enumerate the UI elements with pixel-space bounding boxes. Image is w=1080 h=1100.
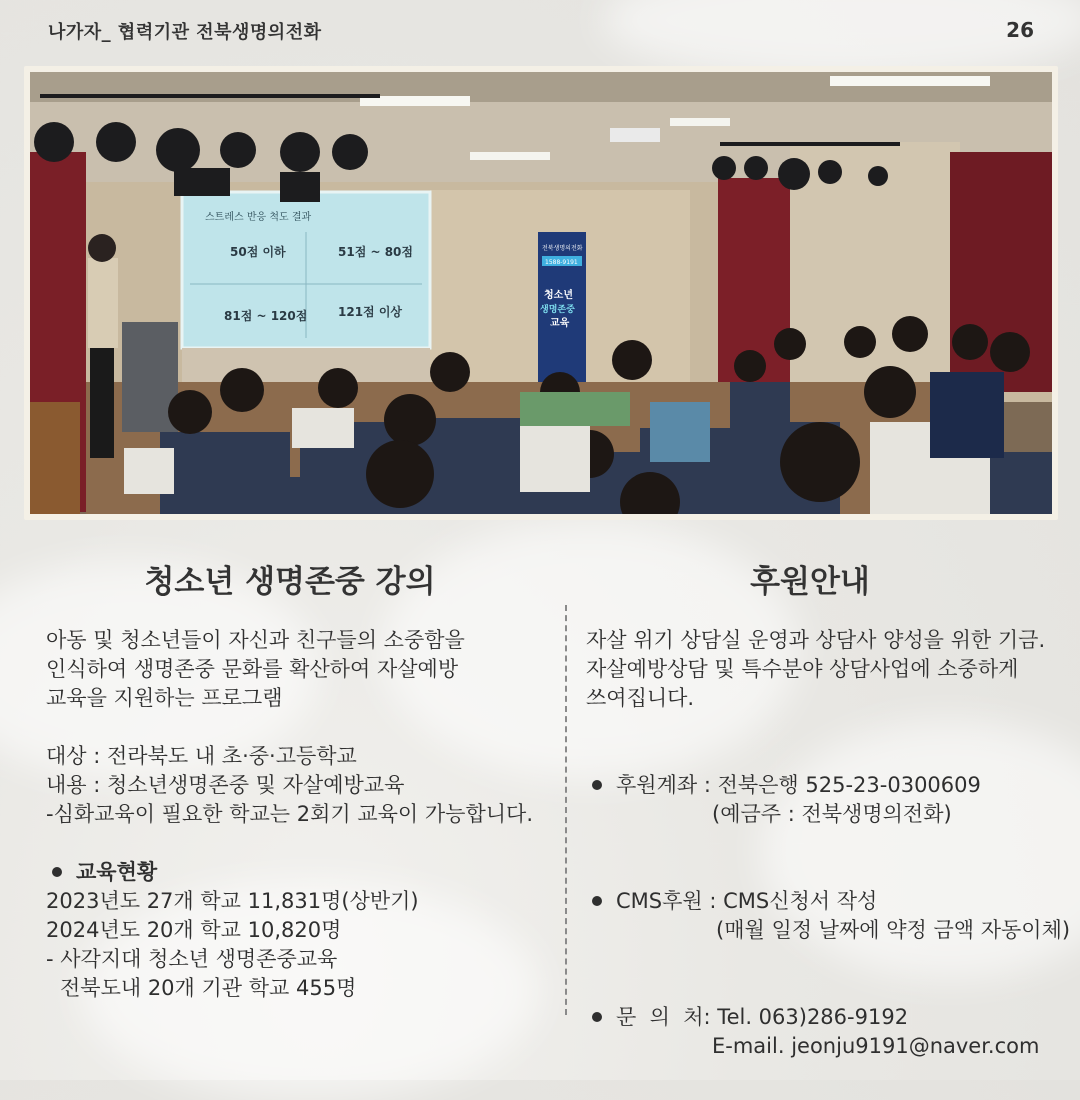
account-line: 후원계좌 : 전북은행 525-23-0300609 xyxy=(616,773,981,797)
lecture-scene xyxy=(30,72,1052,514)
status-line: - 사각지대 청소년 생명존중교육 xyxy=(46,947,338,971)
contact-email: E-mail. jeonju9191@naver.com xyxy=(712,1034,1040,1058)
intro-line: 쓰여집니다. xyxy=(586,686,695,710)
status-heading: 교육현황 xyxy=(76,860,158,884)
slide-cell: 121점 이상 xyxy=(338,305,403,319)
banner-org: 전북생명의전화 xyxy=(542,245,583,252)
banner-phone: 1588-9191 xyxy=(545,259,578,266)
account-holder: (예금주 : 전북생명의전화) xyxy=(712,802,952,826)
cms-note: (매월 일정 날짜에 약정 금액 자동이체) xyxy=(716,918,1071,942)
banner-title: 교육 xyxy=(550,318,570,329)
bullet-icon xyxy=(592,896,602,906)
page-number: 26 xyxy=(1006,18,1034,42)
status-heading-row xyxy=(46,858,566,887)
status-line: 2024년도 20개 학교 10,820명 xyxy=(46,918,342,942)
detail-line: -심화교육이 필요한 학교는 2회기 교육이 가능합니다. xyxy=(46,802,533,826)
banner-title: 생명존중 xyxy=(540,305,575,315)
photo-frame xyxy=(24,66,1058,520)
cms-row xyxy=(586,887,1056,916)
detail-line: 대상 : 전라북도 내 초·중·고등학교 xyxy=(46,744,357,768)
intro-line: 자살 위기 상담실 운영과 상담사 양성을 위한 기금. xyxy=(586,628,1046,652)
status-line: 전북도내 20개 기관 학교 455명 xyxy=(60,976,357,1000)
slide-cell: 81점 ~ 120점 xyxy=(224,309,308,323)
lecture-body xyxy=(46,626,566,1003)
intro-line: 교육을 지원하는 프로그램 xyxy=(46,686,283,710)
detail-line: 내용 : 청소년생명존중 및 자살예방교육 xyxy=(46,773,405,797)
banner-title: 청소년 xyxy=(544,290,573,301)
intro-line: 자살예방상담 및 특수분야 상담사업에 소중하게 xyxy=(586,657,1019,681)
account-row xyxy=(586,771,1056,800)
slide-cell: 50점 이하 xyxy=(230,245,286,259)
intro-line: 아동 및 청소년들이 자신과 친구들의 소중함을 xyxy=(46,628,465,652)
contact-line: 문 의 처: Tel. 063)286-9192 xyxy=(616,1005,909,1029)
contact-row xyxy=(586,1003,1056,1032)
section-title: 나가자_ 협력기관 전북생명의전화 xyxy=(48,22,322,43)
intro-line: 인식하여 생명존중 문화를 확산하여 자살예방 xyxy=(46,657,459,681)
lecture-title: 청소년 생명존중 강의 xyxy=(144,564,436,600)
bullet-icon xyxy=(592,780,602,790)
status-line: 2023년도 27개 학교 11,831명(상반기) xyxy=(46,889,419,913)
slide-heading: 스트레스 반응 척도 결과 xyxy=(205,212,312,223)
donation-body xyxy=(586,626,1071,1061)
bullet-icon xyxy=(52,867,62,877)
bullet-icon xyxy=(592,1012,602,1022)
lecture-photo xyxy=(30,72,1052,514)
cms-line: CMS후원 : CMS신청서 작성 xyxy=(616,889,878,913)
slide-cell: 51점 ~ 80점 xyxy=(338,245,413,259)
donation-title: 후원안내 xyxy=(750,564,870,600)
